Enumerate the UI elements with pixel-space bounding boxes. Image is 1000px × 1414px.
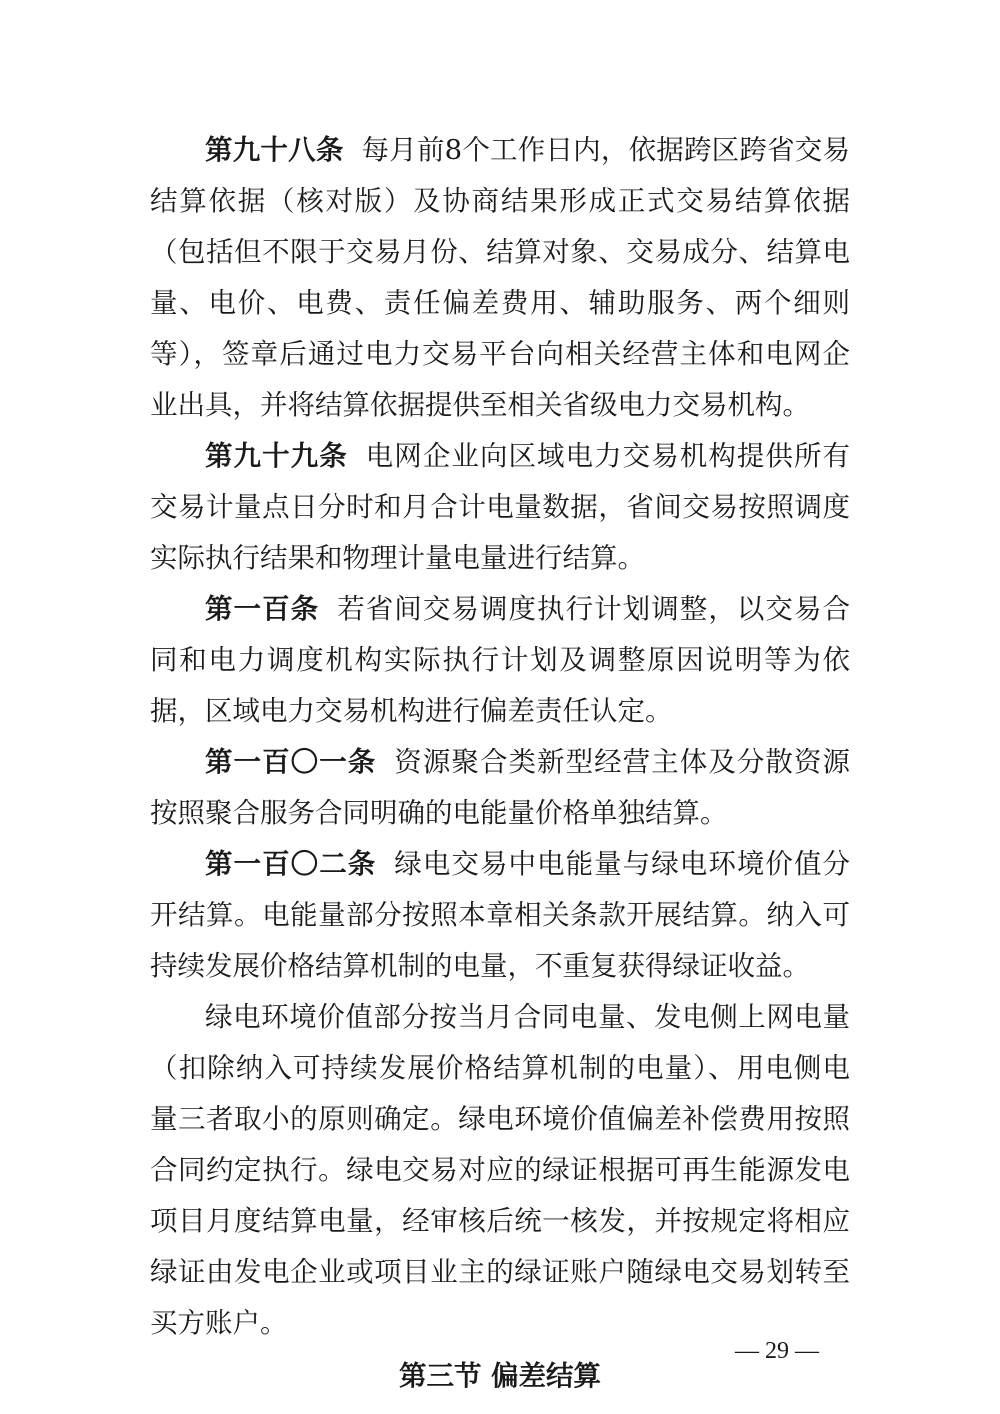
- article-text: 每月前8个工作日内，依据跨区跨省交易结算依据（核对版）及协商结果形成正式交易结算依据（包括但不限于交易月份、结算对象、交易成分、结算电量、电价、电费、责任偏差费用、辅助服务、两个细则等），签章后通过电力交易平台向相关经营主体和电网企业出具，并将结算依据提供至相关省级电力交易机构。: [150, 134, 851, 421]
- article-102: [150, 839, 850, 992]
- article-101: [150, 737, 850, 839]
- article-title: 第一百条: [205, 593, 320, 625]
- document-body: [150, 125, 850, 1402]
- article-text: 若省间交易调度执行计划调整，以交易合同和电力调度机构实际执行计划及调整原因说明等为依据，区域电力交易机构进行偏差责任认定。: [150, 593, 851, 727]
- article-title: 第一百〇一条: [205, 746, 377, 778]
- article-title: 第九十九条: [205, 440, 348, 472]
- page-number: — 29 —: [735, 1338, 819, 1364]
- article-text: 电网企业向区域电力交易机构提供所有交易计量点日分时和月合计电量数据，省间交易按照调度实际执行结果和物理计量电量进行结算。: [150, 440, 851, 574]
- section-heading: 第三节 偏差结算: [398, 1360, 602, 1392]
- article-title: 第九十八条: [205, 134, 344, 166]
- article-99: [150, 431, 850, 584]
- continuation-paragraph: 绿电环境价值部分按当月合同电量、发电侧上网电量（扣除纳入可持续发展价格结算机制的电量）、用电侧电量三者取小的原则确定。绿电环境价值偏差补偿费用按照合同约定执行。绿电交易对应的绿证根据可再生能源发电项目月度结算电量，经审核后统一核发，并按规定将相应绿证由发电企业或项目业主的绿证账户随绿电交易划转至买方账户。: [150, 1001, 850, 1339]
- article-title: 第一百〇二条: [205, 848, 377, 880]
- article-text: 绿电交易中电能量与绿电环境价值分开结算。电能量部分按照本章相关条款开展结算。纳入可持续发展价格结算机制的电量，不重复获得绿证收益。: [150, 848, 851, 982]
- article-100: [150, 584, 850, 737]
- article-98: [150, 125, 850, 431]
- article-text: 资源聚合类新型经营主体及分散资源按照聚合服务合同明确的电能量价格单独结算。: [150, 746, 851, 829]
